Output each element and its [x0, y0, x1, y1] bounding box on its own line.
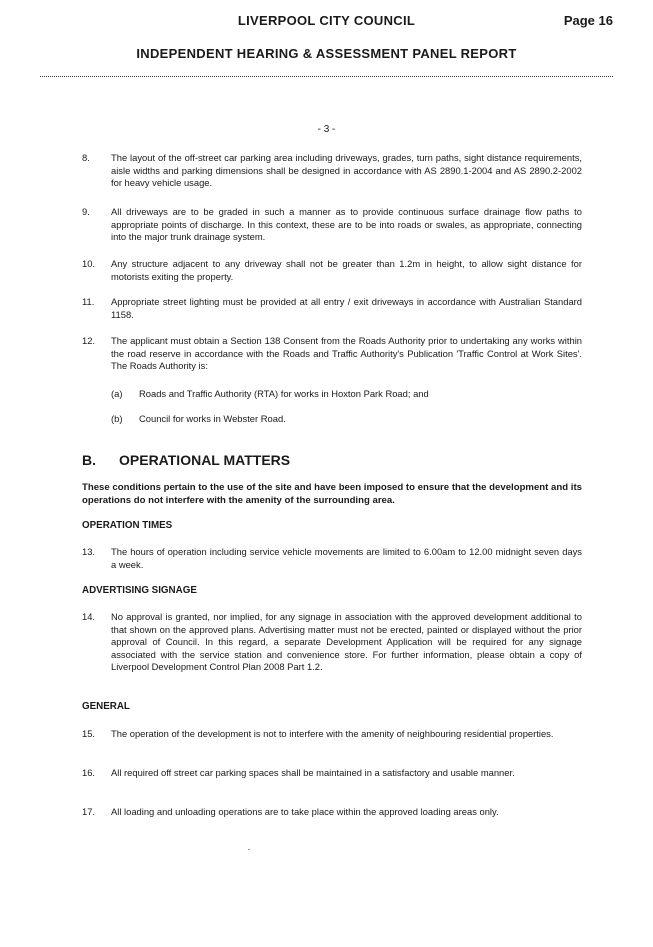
- scan-speck: [248, 849, 250, 850]
- condition-item: [82, 806, 582, 819]
- condition-item: [82, 206, 582, 244]
- condition-number: 12.: [82, 335, 96, 346]
- report-title: INDEPENDENT HEARING & ASSESSMENT PANEL REPORT: [136, 46, 517, 61]
- authority-text: Roads and Traffic Authority (RTA) for works in Hoxton Park Road; and: [139, 388, 429, 399]
- condition-number: 11.: [82, 296, 95, 307]
- condition-text: All loading and unloading operations are to take place within the approved loading areas only.: [111, 806, 499, 817]
- authority-label: (b): [111, 413, 123, 424]
- condition-number: 15.: [82, 728, 96, 739]
- condition-number: 8.: [82, 152, 90, 163]
- condition-text: No approval is granted, nor implied, for any signage in association with the approved development additional to that shown on the approved plans. Advertising matter must not be erected, painted or displayed without the prior approval of Council. In this regard, a separate Development Application will be required for any signage associated with the service station and convenience store. For further information, please obtain a copy of Liverpool Development Control Plan 2008 Part 1.2.: [111, 611, 582, 672]
- header-divider: [40, 76, 613, 77]
- condition-item: [82, 152, 582, 190]
- section-letter: B.: [82, 452, 96, 468]
- condition-text: All driveways are to be graded in such a manner as to provide continuous surface drainage flow paths to appropriate points of discharge. In this context, these are to be into roads or swales, as appropriate, connecting into the major trunk drainage system.: [111, 206, 582, 242]
- condition-text: The applicant must obtain a Section 138 Consent from the Roads Authority prior to undertaking any works within the road reserve in accordance with the Roads and Traffic Authority's Publication 'Traffic Control at Work Sites'. The Roads Authority is:: [111, 335, 582, 371]
- condition-text: Any structure adjacent to any driveway shall not be greater than 1.2m in height, to allow sight distance for motorists exiting the property.: [111, 258, 582, 282]
- condition-number: 17.: [82, 806, 96, 817]
- condition-item: [82, 335, 582, 373]
- operation-times-heading: OPERATION TIMES: [82, 520, 173, 531]
- condition-item: [82, 296, 582, 321]
- condition-number: 16.: [82, 767, 96, 778]
- council-name: LIVERPOOL CITY COUNCIL: [237, 13, 416, 28]
- authority-item: [111, 413, 286, 426]
- condition-number: 13.: [82, 546, 96, 557]
- authority-label: (a): [111, 388, 123, 399]
- condition-item: [82, 258, 582, 283]
- advertising-heading: ADVERTISING SIGNAGE: [82, 585, 197, 596]
- condition-item: [82, 767, 582, 780]
- condition-text: The layout of the off-street car parking area including driveways, grades, turn paths, sight distance requirements, aisle widths and parking dimensions shall be designed in accordance with AS 2890.1-2004 and AS 2890.2-2002 for heavy vehicle usage.: [111, 152, 582, 188]
- section-title: OPERATIONAL MATTERS: [119, 452, 291, 468]
- condition-text: All required off street car parking spaces shall be maintained in a satisfactory and usable manner.: [111, 767, 515, 778]
- page-label: Page 16: [563, 13, 613, 28]
- condition-text: Appropriate street lighting must be provided at all entry / exit driveways in accordance with Australian Standard 1158.: [111, 296, 582, 320]
- condition-item: [82, 546, 582, 571]
- condition-item: [82, 611, 582, 674]
- authority-text: Council for works in Webster Road.: [139, 413, 286, 424]
- page-number: - 3 -: [317, 124, 336, 135]
- section-intro: These conditions pertain to the use of the site and have been imposed to ensure that the development and its operations do not interfere with the amenity of the surrounding area.: [82, 482, 582, 506]
- authority-item: [111, 388, 429, 401]
- condition-number: 10.: [82, 258, 96, 269]
- condition-item: [82, 728, 582, 741]
- condition-text: The hours of operation including service vehicle movements are limited to 6.00am to 12.00 midnight seven days a week.: [111, 546, 582, 570]
- condition-number: 9.: [82, 206, 90, 217]
- general-heading: GENERAL: [82, 701, 130, 712]
- condition-number: 14.: [82, 611, 96, 622]
- condition-text: The operation of the development is not to interfere with the amenity of neighbouring residential properties.: [111, 728, 554, 739]
